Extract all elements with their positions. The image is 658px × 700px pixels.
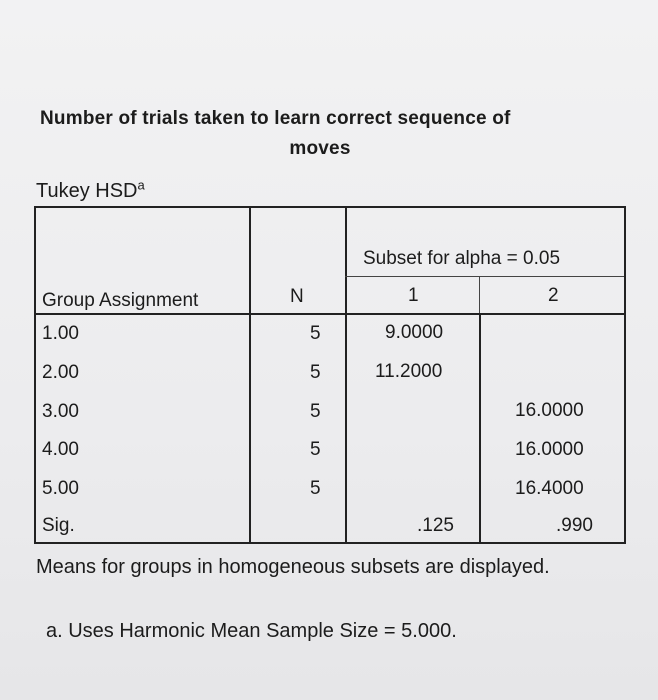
row-1-n: 5 <box>310 323 321 344</box>
row-4-n: 5 <box>310 439 321 460</box>
title-line-1: Number of trials taken to learn correct sequence of <box>40 108 511 129</box>
row-5-group: 5.00 <box>42 478 79 499</box>
caption-text: Tukey HSD <box>36 180 138 202</box>
row-5-n: 5 <box>310 478 321 499</box>
results-table <box>34 206 626 544</box>
col-divider-subset1 <box>345 208 347 542</box>
row-1-subset-1: 9.0000 <box>385 322 444 343</box>
row-2-subset-1: 11.2000 <box>375 361 443 382</box>
row-3-group: 3.00 <box>42 401 79 422</box>
header-n: N <box>290 286 304 307</box>
row-3-subset-2: 16.0000 <box>515 400 584 421</box>
col-divider-subset2-header <box>479 276 480 318</box>
header-group-assignment: Group Assignment <box>42 290 199 311</box>
subset-header-divider <box>345 276 624 277</box>
header-bottom-divider <box>36 313 624 315</box>
row-2-n: 5 <box>310 362 321 383</box>
sig-subset-2: .990 <box>556 515 593 536</box>
row-1-group: 1.00 <box>42 323 79 344</box>
title-line-2: moves <box>289 138 351 159</box>
row-4-group: 4.00 <box>42 439 79 460</box>
table-caption <box>36 177 145 203</box>
footnote-means: Means for groups in homogeneous subsets are displayed. <box>36 556 550 578</box>
row-3-n: 5 <box>310 401 321 422</box>
col-divider-n <box>249 208 251 542</box>
subset-header: Subset for alpha = 0.05 <box>363 248 561 269</box>
footnote-a: a. Uses Harmonic Mean Sample Size = 5.000. <box>46 620 457 642</box>
sig-label: Sig. <box>42 515 75 536</box>
row-5-subset-2: 16.4000 <box>515 478 584 499</box>
caption-superscript: a <box>137 177 145 193</box>
row-4-subset-2: 16.0000 <box>515 439 584 460</box>
col-divider-subset2 <box>479 314 481 542</box>
header-subset-1: 1 <box>408 285 419 306</box>
table-title <box>40 104 600 164</box>
header-subset-2: 2 <box>548 285 559 306</box>
sig-subset-1: .125 <box>417 515 454 536</box>
row-2-group: 2.00 <box>42 362 79 383</box>
